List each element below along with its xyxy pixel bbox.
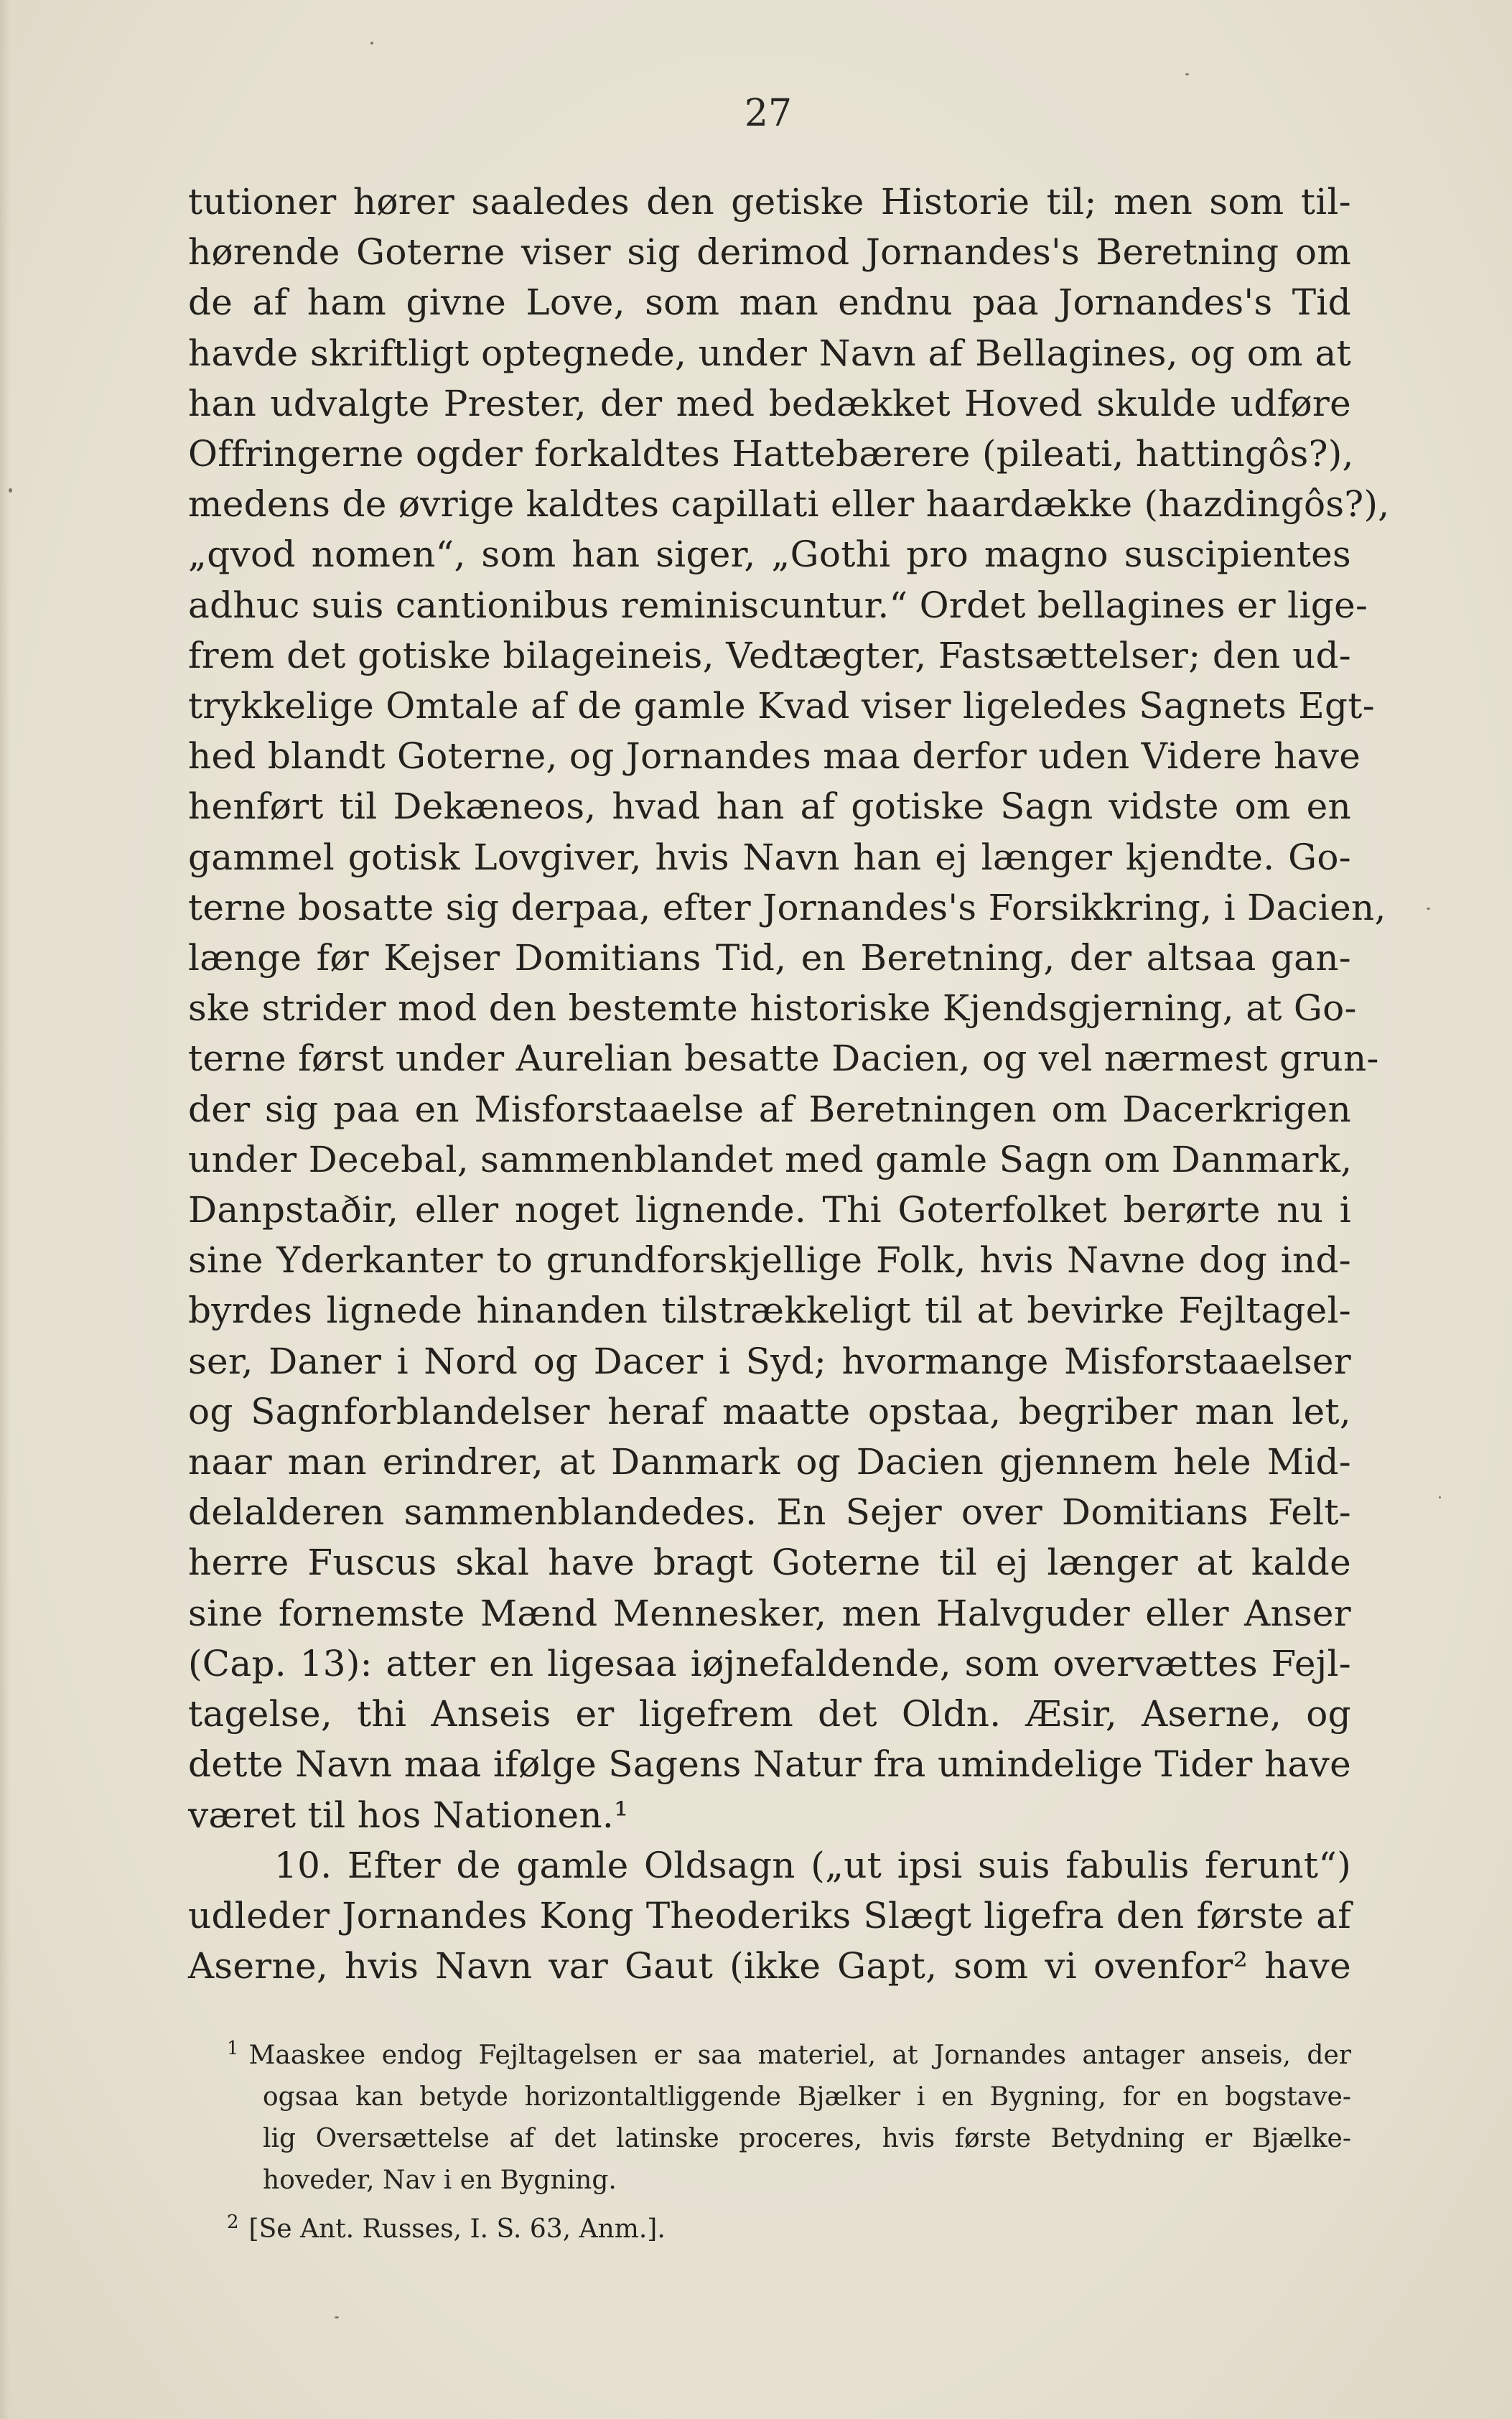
text-line: delalderen sammenblandedes. En Sejer over Domitians Felt- <box>188 1491 1351 1534</box>
text-line: sine fornemste Mænd Mennesker, men Halvguder eller Anser <box>188 1592 1351 1634</box>
text-line: hed blandt Goterne, og Jornandes maa derfor uden Videre have <box>188 735 1361 778</box>
text-line: der sig paa en Misforstaaelse af Beretningen om Dacerkrigen <box>188 1088 1351 1130</box>
text-line: ske strider mod den bestemte historiske Kjendsgjerning, at Go- <box>188 987 1357 1030</box>
text-line: naar man erindrer, at Danmark og Dacien gjennem hele Mid- <box>188 1441 1351 1483</box>
text-line: sine Yderkanter to grundforskjellige Folk, hvis Navne dog ind- <box>188 1239 1351 1282</box>
text-line: udleder Jornandes Kong Theoderiks Slægt ligefra den første af <box>188 1894 1351 1936</box>
text-line: Offringerne ogder forkaldtes Hattebærere (pileati, hattingôs?), <box>188 433 1354 475</box>
text-line: adhuc suis cantionibus reminiscuntur.“ Ordet bellagines er lige- <box>188 584 1368 626</box>
text-line: ser, Daner i Nord og Dacer i Syd; hvormange Misforstaaelser <box>188 1340 1351 1382</box>
text-line: gammel gotisk Lovgiver, hvis Navn han ej længer kjendte. Go- <box>188 836 1351 878</box>
paragraph-start-line: 10. Efter de gamle Oldsagn („ut ipsi suis fabulis ferunt“) <box>274 1844 1351 1886</box>
page-number: 27 <box>744 92 793 135</box>
text-line: frem det gotiske bilageineis, Vedtægter, Fastsættelser; den ud- <box>188 634 1351 676</box>
paper-speck <box>335 2316 339 2318</box>
paper-speck <box>9 488 12 493</box>
text-line: havde skriftligt optegnede, under Navn af Bellagines, og om at <box>188 332 1351 374</box>
footnote-text: [Se Ant. Russes, I. S. 63, Anm.]. <box>248 2214 666 2244</box>
footnote-marker: 1 <box>227 2038 239 2059</box>
paper-speck <box>1439 1496 1441 1499</box>
footnote-marker: 2 <box>227 2211 239 2233</box>
footnote-1-line: ogsaa kan betyde horizontaltliggende Bjælker i en Bygning, for en bogstave- <box>263 2082 1351 2112</box>
text-line: medens de øvrige kaldtes capillati eller haardække (hazdingôs?), <box>188 483 1390 526</box>
text-line: Aserne, hvis Navn var Gaut (ikke Gapt, som vi ovenfor² have <box>188 1945 1351 1987</box>
footnote-1-line: lig Oversættelse af det latinske proceres, hvis første Betydning er Bjælke- <box>263 2124 1351 2153</box>
text-line: trykkelige Omtale af de gamle Kvad viser ligeledes Sagnets Egt- <box>188 685 1375 727</box>
text-line: herre Fuscus skal have bragt Goterne til ej længer at kalde <box>188 1542 1351 1584</box>
text-line: under Decebal, sammenblandet med gamle Sagn om Danmark, <box>188 1138 1353 1180</box>
text-line: (Cap. 13): atter en ligesaa iøjnefaldende, som overvættes Fejl- <box>188 1642 1351 1684</box>
text-line: hørende Goterne viser sig derimod Jornandes's Beretning om <box>188 231 1351 274</box>
paper-speck <box>1185 73 1189 75</box>
main-text <box>188 177 1390 1991</box>
footnote-text: Maaskee endog Fejltagelsen er saa materiel, at Jornandes antager anseis, der <box>248 2041 1351 2070</box>
paper-speck <box>370 42 373 45</box>
footnote-1-line <box>188 2028 1351 2077</box>
text-line: dette Navn maa ifølge Sagens Natur fra umindelige Tider have <box>188 1743 1351 1786</box>
text-line: og Sagnforblandelser heraf maatte opstaa, begriber man let, <box>188 1390 1351 1432</box>
text-line: været til hos Nationen.¹ <box>188 1794 629 1836</box>
text-line: „qvod nomen“, som han siger, „Gothi pro magno suscipientes <box>188 533 1351 576</box>
text-line: de af ham givne Love, som man endnu paa Jornandes's Tid <box>188 281 1351 324</box>
text-line: Danpstaðir, eller noget lignende. Thi Goterfolket berørte nu i <box>188 1189 1351 1231</box>
footnote-1-line: hoveder, Nav i en Bygning. <box>263 2166 617 2195</box>
text-line: tagelse, thi Anseis er ligefrem det Oldn. Æsir, Aserne, og <box>188 1693 1351 1735</box>
paper-speck <box>1427 908 1430 910</box>
footnotes <box>188 2028 1351 2250</box>
text-line: terne bosatte sig derpaa, efter Jornandes's Forsikkring, i Dacien, <box>188 886 1386 928</box>
text-line: byrdes lignede hinanden tilstrækkeligt til at bevirke Fejltagel- <box>188 1290 1351 1332</box>
text-line: længe før Kejser Domitians Tid, en Beretning, der altsaa gan- <box>188 937 1351 979</box>
footnote-2-line <box>188 2201 1351 2250</box>
text-line: henført til Dekæneos, hvad han af gotiske Sagn vidste om en <box>188 786 1351 828</box>
text-line: terne først under Aurelian besatte Dacien, og vel nærmest grun- <box>188 1038 1379 1080</box>
text-line: han udvalgte Prester, der med bedækket Hoved skulde udføre <box>188 382 1351 424</box>
text-line: tutioner hører saaledes den getiske Historie til; men som til- <box>188 181 1351 223</box>
page-edge-shadow <box>0 0 10 2419</box>
